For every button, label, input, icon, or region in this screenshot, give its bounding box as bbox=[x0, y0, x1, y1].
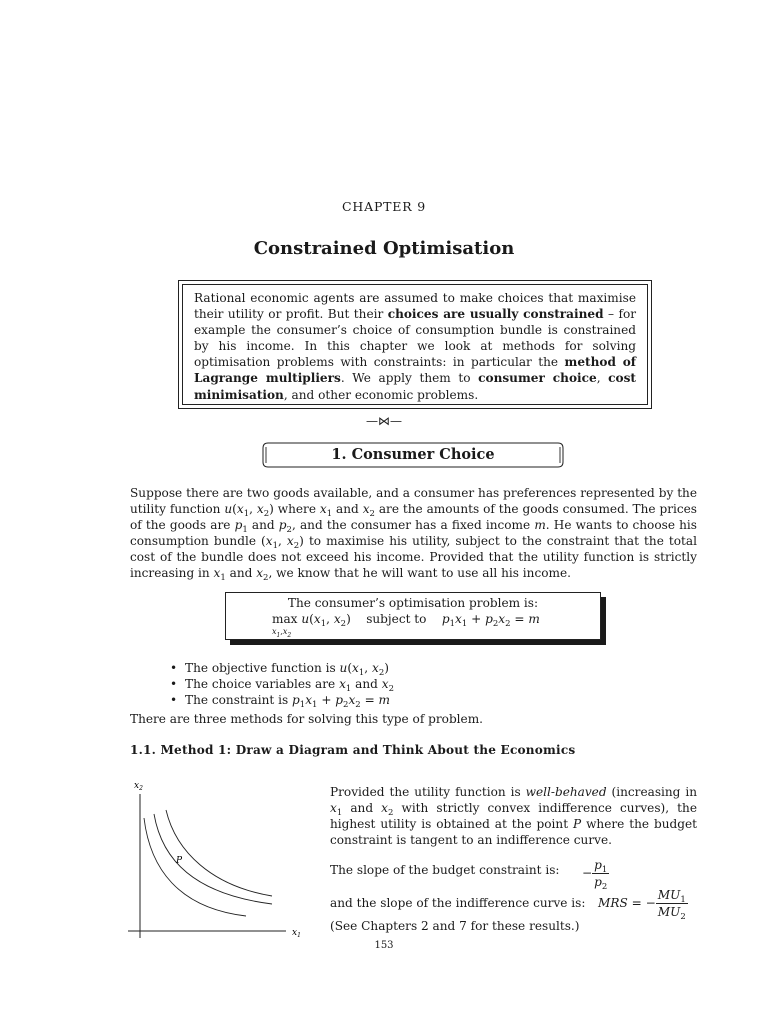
mrs-equation: MRS = − $\frac{MU_1}{MU_2}$ bbox=[598, 888, 686, 922]
list-item: • The constraint is $p_1x_1 + p_2x_2 = m$ bbox=[170, 693, 394, 709]
subsection-heading: 1.1. Method 1: Draw a Diagram and Think About the Economics bbox=[130, 743, 576, 757]
bullet-list bbox=[170, 661, 394, 708]
abstract-text: Rational economic agents are assumed to make choices that maximise their utility or profit. But their choices are usually constrained – for example the consumer’s choice of consumption bundle is constrained by his income. In this chapter we look at methods for solving optimisation problems with constraints: in particular the method of Lagrange multipliers. We apply them to consumer choice, cost minimisation, and other economic problems. bbox=[182, 284, 648, 405]
chapter-title: Constrained Optimisation bbox=[253, 238, 515, 259]
abstract-box bbox=[178, 280, 652, 409]
chapter-reference: (See Chapters 2 and 7 for these results.) bbox=[330, 919, 580, 933]
page-number: 153 bbox=[374, 940, 394, 951]
indifference-diagram-svg bbox=[128, 778, 308, 938]
optimisation-problem-box bbox=[225, 592, 601, 640]
budget-slope-fraction: − $\frac{p_1}{p_2}$ bbox=[582, 858, 608, 892]
indifference-curve-high bbox=[166, 810, 272, 896]
y-axis-label: $x_2$ bbox=[134, 781, 143, 792]
indifference-diagram bbox=[128, 778, 308, 938]
section-heading-box bbox=[262, 442, 564, 468]
x-axis-label: $x_1$ bbox=[292, 928, 301, 938]
section-title: 1. Consumer Choice bbox=[331, 446, 495, 463]
list-item: • The objective function is $u(x_1$, $x_2$) bbox=[170, 661, 394, 677]
chapter-label: CHAPTER 9 bbox=[342, 199, 426, 214]
optimisation-equation: $\max u(x_1$, $x_2$) subject to $p_1x_1 + p_2x_2 = m$ bbox=[272, 612, 540, 629]
paragraph-intro: Suppose there are two goods available, and a consumer has preferences represented by the utility function $u(x_1$, $x_2$) where $x_1$ and $x_2$ are the amounts of the goods consumed. The prices of the goods are $p_1$ and $p_2$, and the consumer has a fixed income m. He wants to choose his consumption bundle ($x_1$, $x_2$) to maximise his utility, subject to the constraint that the total cost of the bundle does not exceed his income. Provided that the utility function is strictly increasing in $x_1$ and $x_2$, we know that he will want to use all his income. bbox=[130, 486, 697, 583]
budget-slope-label: The slope of the budget constraint is: bbox=[330, 863, 560, 877]
indifference-slope-label: and the slope of the indifference curve is: bbox=[330, 896, 586, 910]
ornament-divider: —⋈— bbox=[366, 414, 402, 428]
max-subscript: $x_1,x_2$ bbox=[272, 627, 292, 639]
list-item: • The choice variables are $x_1$ and $x_2$ bbox=[170, 677, 394, 693]
optimisation-heading: The consumer’s optimisation problem is: bbox=[287, 596, 539, 610]
point-p-label: P bbox=[176, 856, 183, 866]
paragraph-well-behaved: Provided the utility function is well-behaved (increasing in $x_1$ and $x_2$ with strictly convex indifference curves), the highest utility is obtained at the point P where the budget constraint is tangent to an indifference curve. bbox=[330, 785, 698, 847]
paragraph-methods: There are three methods for solving this type of problem. bbox=[130, 712, 484, 726]
